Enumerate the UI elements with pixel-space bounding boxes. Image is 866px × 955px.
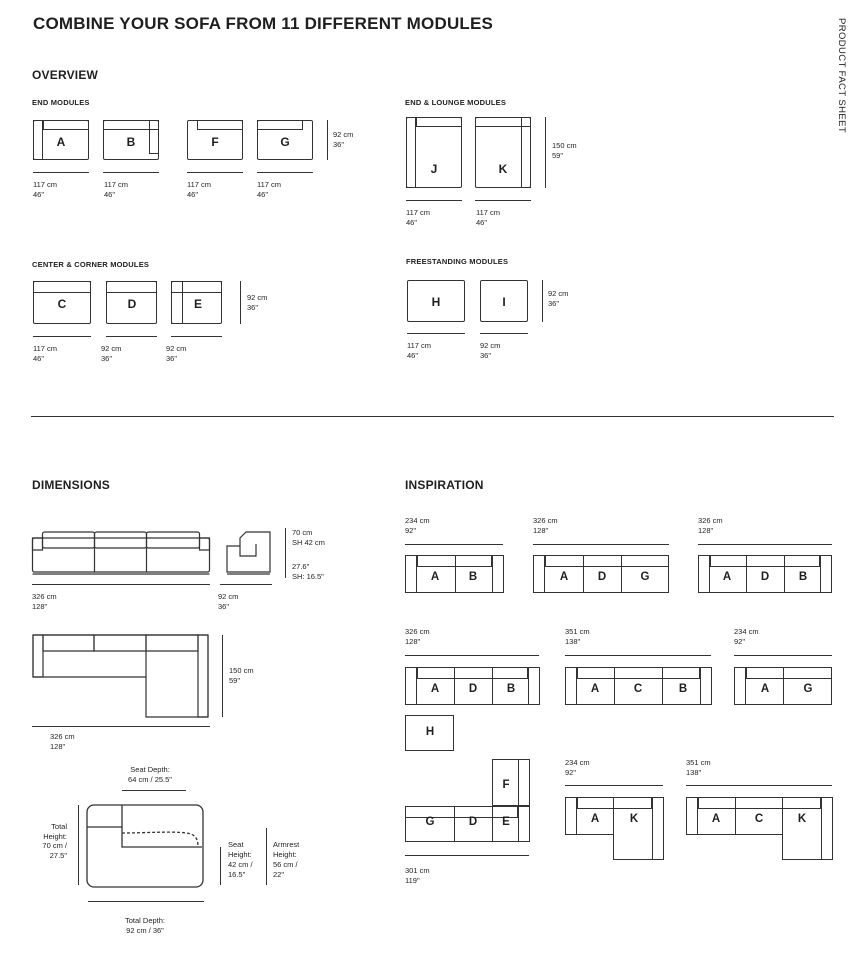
dim-label: 326 cm 128" [405, 627, 430, 646]
end-lounge-heading: END & LOUNGE MODULES [405, 98, 507, 107]
dim-label: 351 cm 138" [565, 627, 590, 646]
dim-label: 326 cm 128" [32, 592, 57, 611]
module-label: E [502, 816, 510, 828]
dim-label: 117 cm 46" [476, 208, 501, 227]
module-label: H [431, 295, 441, 309]
dim-label: 92 cm 36" [101, 344, 122, 363]
sofa-cross-section [86, 803, 206, 889]
end-modules-heading: END MODULES [32, 98, 90, 107]
dim-label: 117 cm 46" [33, 344, 58, 363]
module-label: K [629, 813, 639, 825]
section-divider [31, 416, 834, 417]
dim-label: 92 cm 36" [548, 289, 569, 308]
module-label: D [468, 683, 478, 695]
module-label: G [803, 683, 813, 695]
dim-label: 117 cm 46" [104, 180, 129, 199]
module-label: G [640, 571, 650, 583]
dim-label: Total Height: 70 cm / 27.5" [42, 822, 67, 860]
module-label: H [425, 726, 435, 738]
sofa-side-view [226, 530, 272, 578]
dim-label: 117 cm 46" [407, 341, 432, 360]
dim-label: 326 cm 128" [698, 516, 723, 535]
dim-label: Seat Height: 42 cm / 16.5" [228, 840, 253, 879]
module-label: E [193, 297, 202, 311]
module-label: K [797, 813, 807, 825]
module-label: A [559, 571, 569, 583]
module-label: D [597, 571, 607, 583]
dimensions-heading: DIMENSIONS [32, 478, 111, 492]
module-label: G [425, 816, 435, 828]
sofa-front-view [32, 530, 212, 578]
dim-label: 92 cm 36" [247, 293, 268, 312]
dim-label: 234 cm 92" [565, 758, 590, 777]
module-label: C [57, 297, 67, 311]
module-label: D [760, 571, 770, 583]
module-label: B [126, 135, 136, 149]
module-label: D [468, 816, 478, 828]
module-label: F [211, 135, 219, 149]
dim-label: 301 cm 119" [405, 866, 430, 885]
dim-label: 326 cm 128" [533, 516, 558, 535]
inspiration-heading: INSPIRATION [405, 478, 484, 492]
dim-label: 117 cm 46" [257, 180, 282, 199]
freestanding-heading: FREESTANDING MODULES [406, 257, 509, 266]
module-label: C [754, 813, 764, 825]
module-label: A [711, 813, 721, 825]
dim-label: 326 cm 128" [50, 732, 75, 751]
module-label: B [678, 683, 688, 695]
module-label: B [798, 571, 808, 583]
dim-label: 92 cm 36" [166, 344, 187, 363]
module-label: A [430, 683, 440, 695]
dim-label: Seat Depth: 64 cm / 25.5" [128, 765, 172, 784]
center-corner-heading: CENTER & CORNER MODULES [32, 260, 150, 269]
overview-heading: OVERVIEW [32, 68, 99, 82]
module-label: C [633, 683, 643, 695]
dim-label: 117 cm 46" [187, 180, 212, 199]
dim-label: 117 cm 46" [406, 208, 431, 227]
dim-label: 92 cm 36" [218, 592, 239, 611]
module-label: K [498, 162, 508, 176]
module-label: B [468, 571, 478, 583]
module-label: A [590, 683, 600, 695]
dim-label: 150 cm 59" [229, 666, 254, 685]
dim-label: 92 cm 36" [333, 130, 354, 149]
module-label: I [502, 295, 506, 309]
module-label: A [56, 135, 66, 149]
dim-label: 70 cm SH 42 cm [292, 528, 325, 547]
module-label: B [506, 683, 516, 695]
module-label: G [280, 135, 290, 149]
dim-label: 27.6" SH: 16.5" [292, 562, 324, 581]
dim-label: Total Depth: 92 cm / 36" [124, 916, 166, 935]
module-label: A [760, 683, 770, 695]
module-label: A [430, 571, 440, 583]
side-label: PRODUCT FACT SHEET [836, 18, 847, 134]
module-label: A [722, 571, 732, 583]
page-title: COMBINE YOUR SOFA FROM 11 DIFFERENT MODULES [33, 14, 494, 33]
dim-label: Armrest Height: 56 cm / 22" [273, 840, 300, 879]
dim-label: 234 cm 92" [734, 627, 759, 646]
sofa-lounge-plan [32, 633, 212, 719]
dim-label: 234 cm 92" [405, 516, 430, 535]
module-label: D [127, 297, 137, 311]
dim-label: 117 cm 46" [33, 180, 58, 199]
dim-label: 351 cm 138" [686, 758, 711, 777]
dim-label: 92 cm 36" [480, 341, 501, 360]
module-label: F [502, 779, 510, 791]
module-label: J [430, 162, 438, 176]
dim-label: 150 cm 59" [552, 141, 577, 160]
module-label: A [590, 813, 600, 825]
